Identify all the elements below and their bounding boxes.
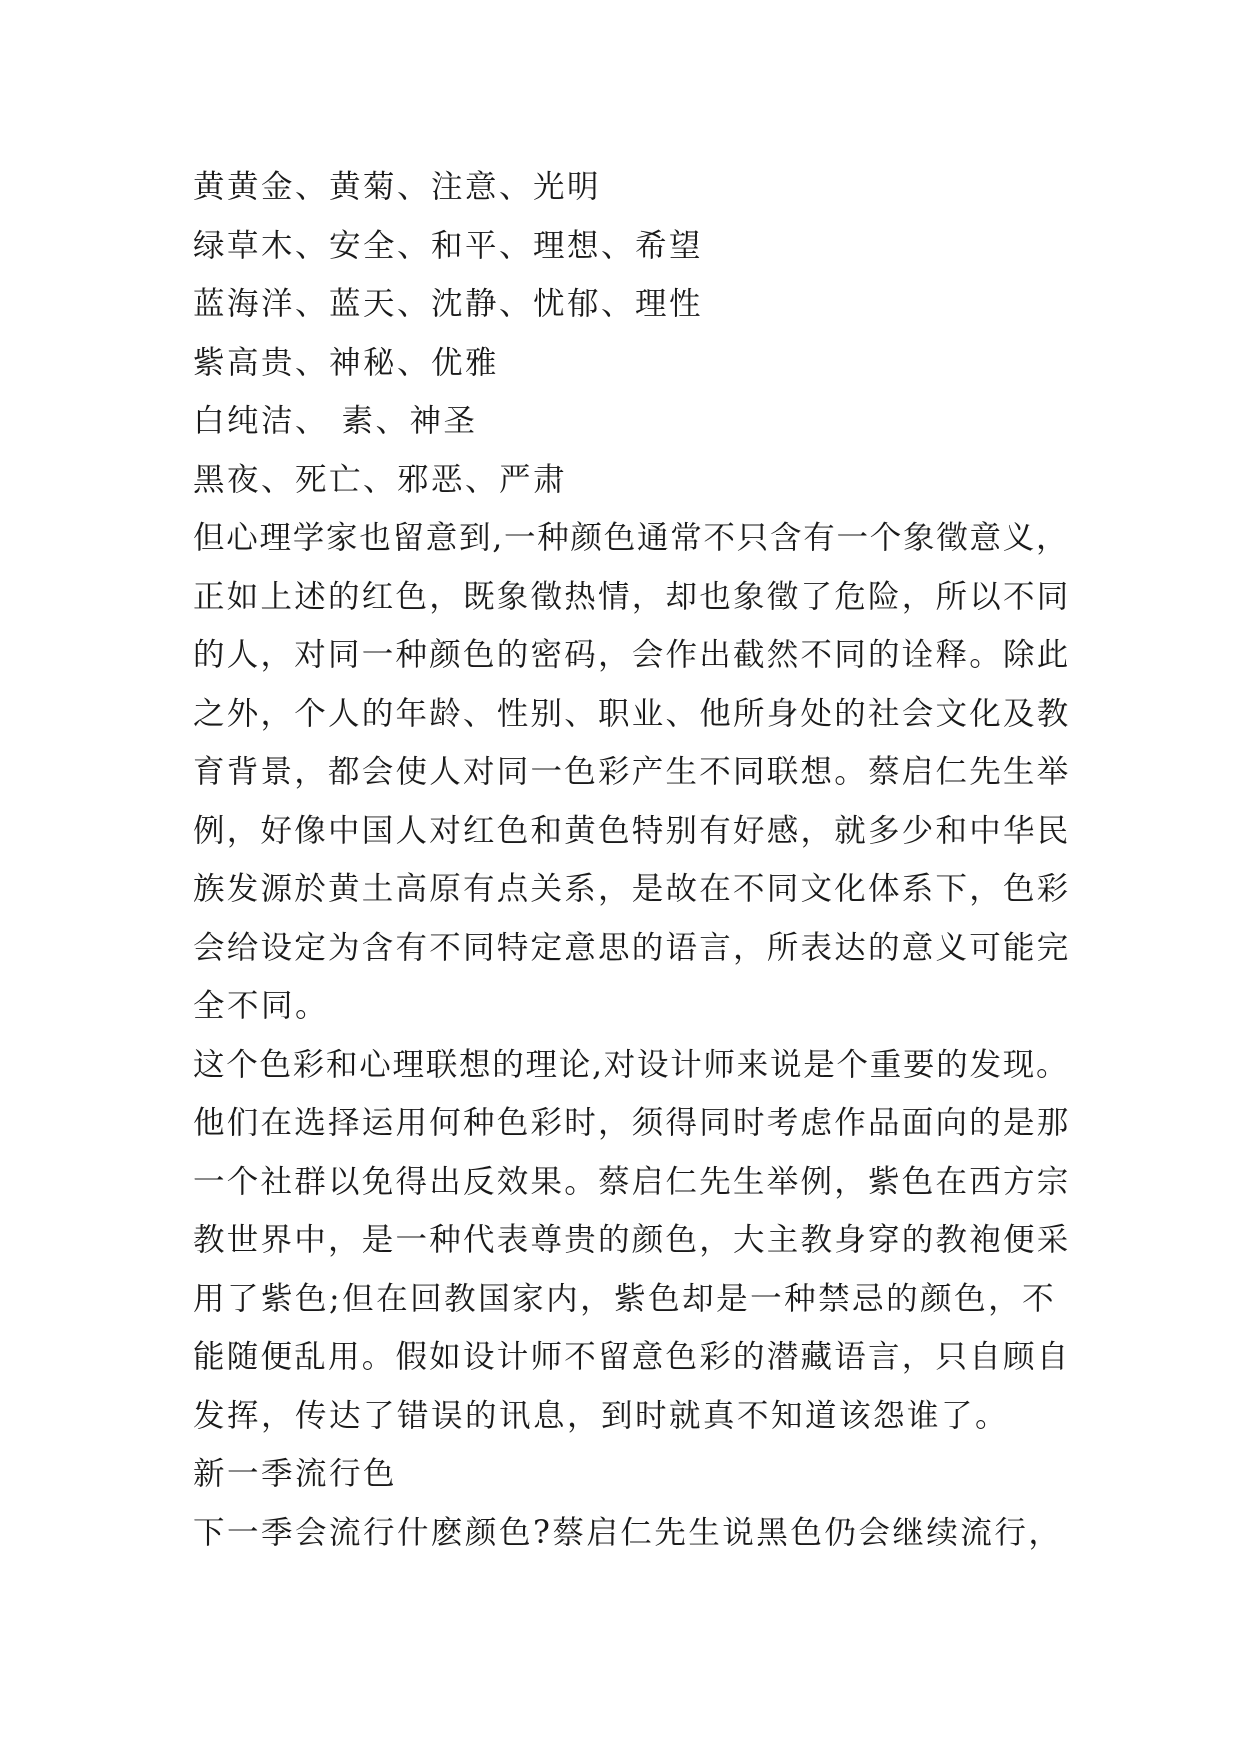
paragraph-line: 族发源於黄土高原有点关系，是故在不同文化体系下，色彩: [193, 871, 1071, 907]
paragraph-line: 育背景，都会使人对同一色彩产生不同联想。蔡启仁先生举: [193, 754, 1071, 790]
color-association-blue: 蓝海洋、蓝天、沈静、忧郁、理性: [193, 286, 704, 322]
paragraph-line: 他们在选择运用何种色彩时，须得同时考虑作品面向的是那: [193, 1105, 1071, 1141]
paragraph-line: 发挥，传达了错误的讯息，到时就真不知道该怨谁了。: [193, 1397, 1010, 1434]
color-association-white: 白纯洁、 素、神圣: [193, 403, 478, 439]
paragraph-line: 这个色彩和心理联想的理论,对设计师来说是个重要的发现。: [193, 1046, 1070, 1083]
section-heading: 新一季流行色: [193, 1456, 398, 1492]
color-association-black: 黑夜、死亡、邪恶、严肃: [193, 461, 568, 498]
paragraph-line: 例，好像中国人对红色和黄色特别有好感，就多少和中华民: [193, 812, 1071, 849]
paragraph-line: 之外，个人的年龄、性别、职业、他所身处的社会文化及教: [193, 695, 1071, 732]
paragraph-line: 正如上述的红色，既象徵热情，却也象徵了危险，所以不同: [193, 578, 1071, 615]
paragraph-line: 会给设定为含有不同特定意思的语言，所表达的意义可能完: [193, 929, 1071, 966]
color-association-purple: 紫高贵、神秘、优雅: [193, 344, 500, 381]
document-body: [193, 158, 1073, 1562]
paragraph-line: 教世界中，是一种代表尊贵的颜色，大主教身穿的教袍便采: [193, 1222, 1071, 1258]
paragraph-line: 一个社群以免得出反效果。蔡启仁先生举例，紫色在西方宗: [193, 1163, 1071, 1200]
paragraph-line: 但心理学家也留意到,一种颜色通常不只含有一个象徵意义，: [193, 520, 1070, 556]
paragraph-line: 的人，对同一种颜色的密码，会作出截然不同的诠释。除此: [193, 637, 1071, 673]
color-association-green: 绿草木、安全、和平、理想、希望: [193, 227, 704, 264]
paragraph-line: 能随便乱用。假如设计师不留意色彩的潜藏语言，只自顾自: [193, 1339, 1071, 1375]
paragraph-line: 全不同。: [193, 988, 330, 1024]
paragraph-line: 用了紫色;但在回教国家内，紫色却是一种禁忌的颜色，不: [193, 1280, 1057, 1317]
color-association-yellow: 黄黄金、黄菊、注意、光明: [193, 169, 602, 205]
paragraph-line: 下一季会流行什麽颜色?蔡启仁先生说黑色仍会继续流行，: [193, 1514, 1063, 1551]
